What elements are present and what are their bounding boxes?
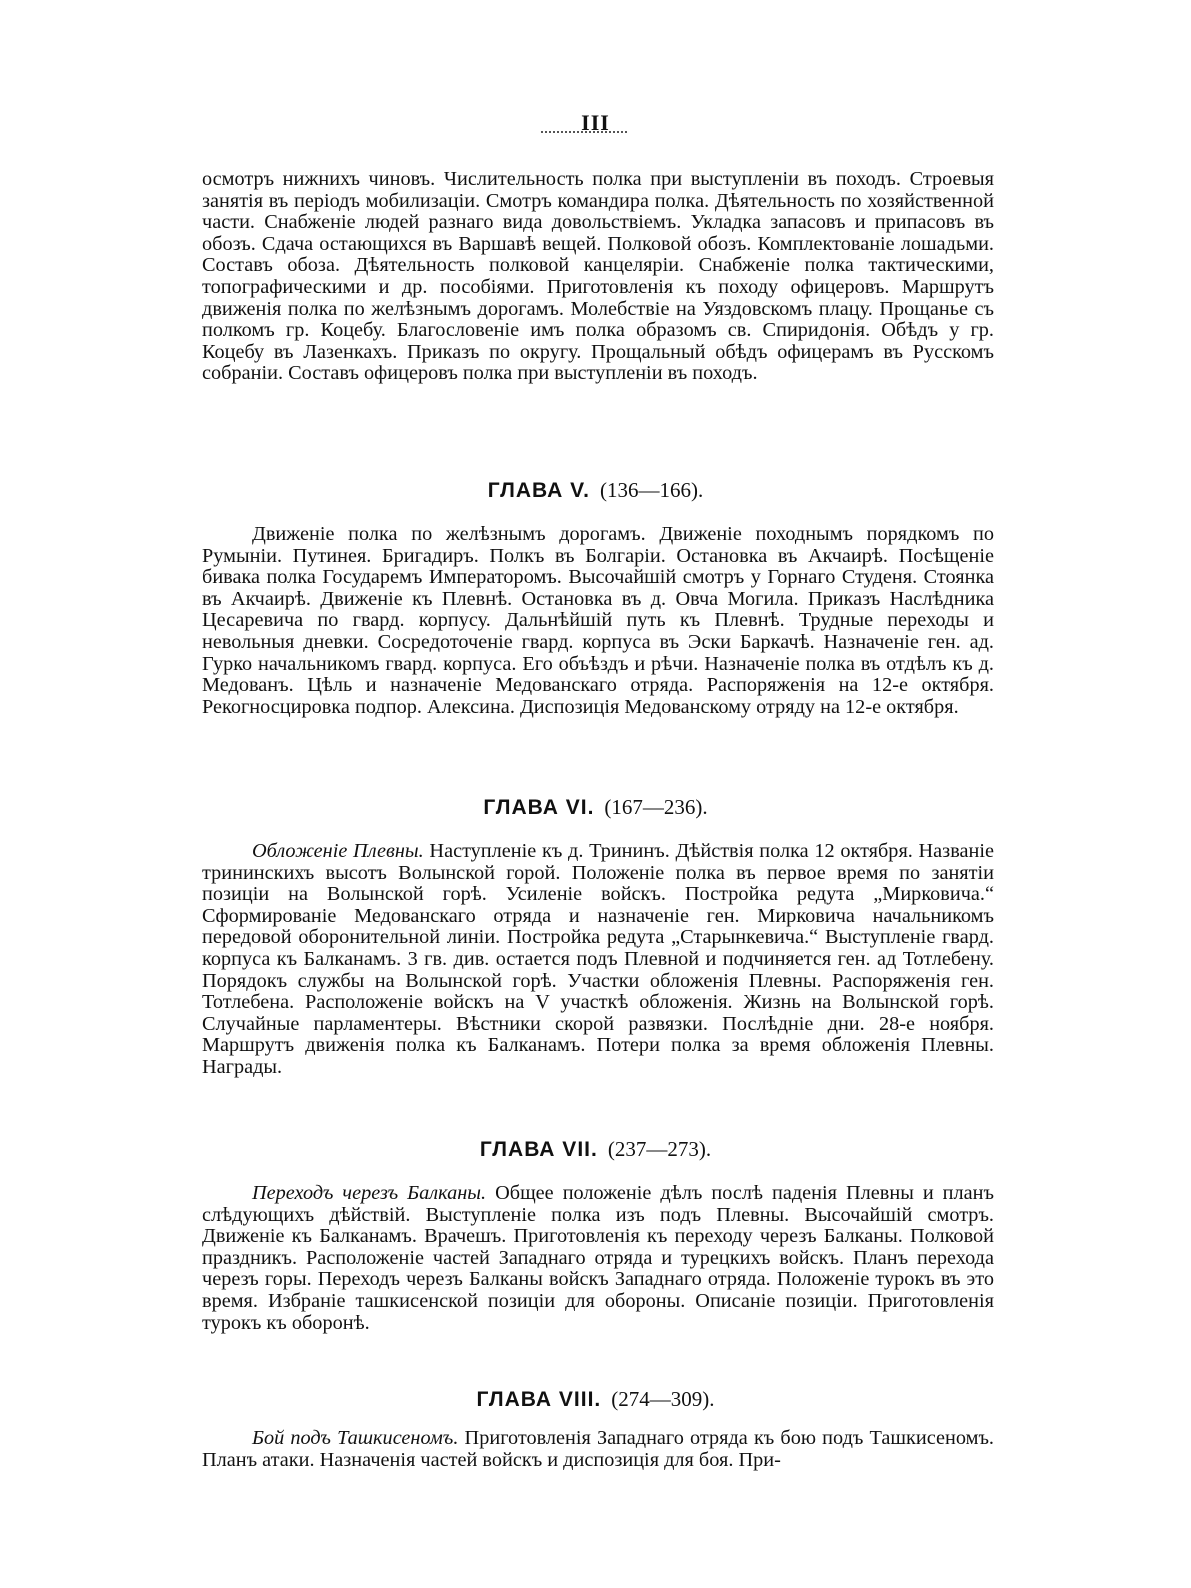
intro-paragraph-block bbox=[202, 169, 994, 385]
chapter-heading-viii bbox=[0, 1387, 1191, 1412]
chapter-italic-lead: Переходъ черезъ Балканы. bbox=[252, 1182, 487, 1204]
chapter-label: ГЛАВА VI. bbox=[483, 796, 595, 819]
intro-paragraph: осмотръ нижнихъ чиновъ. Числительность полка при выступленіи въ походъ. Строевыя занятія въ періодъ мобилизаціи. Смотръ командира полка. Дѣятельность по хозяйственной части. Снабженіе людей разнаго вида довольствіемъ. Укладка запасовъ и припасовъ въ обозъ. Сдача остающихся въ Варшавѣ вещей. Полковой обозъ. Комплектованіе лошадьми. Составъ обоза. Дѣятельность полковой канцеляріи. Снабженіе полка тактическими, топографическими и др. пособіями. Приготовленія къ походу офицеровъ. Маршрутъ движенія полка по желѣзнымъ дорогамъ. Молебствіе на Уяздовскомъ плацу. Прощанье съ полкомъ гр. Коцебу. Благословеніе имъ полка образомъ св. Спиридонія. Обѣдъ у гр. Коцебу въ Лазенкахъ. Приказъ по округу. Прощальный обѣдъ офицерамъ въ Русскомъ собраніи. Составъ офицеровъ полка при выступленіи въ походъ. bbox=[202, 168, 994, 385]
chapter-summary-paragraph bbox=[202, 1428, 994, 1471]
chapter-heading-vii bbox=[0, 1137, 1191, 1162]
chapter-page-range: (167—236). bbox=[604, 795, 708, 819]
chapter-label: ГЛАВА VIII. bbox=[476, 1388, 602, 1411]
chapter-summary-vi bbox=[202, 841, 994, 1079]
page-number-ornament bbox=[541, 131, 627, 135]
chapter-heading-v bbox=[0, 478, 1191, 503]
chapter-summary-text: Движеніе полка по желѣзнымъ дорогамъ. Движеніе походнымъ порядкомъ по Румыніи. Путинея. Бригадиръ. Полкъ въ Болгаріи. Остановка въ Акчаирѣ. Посѣщеніе бивака полка Государемъ Императоромъ. Высочайшій смотръ у Горнаго Студеня. Стоянка въ Акчаирѣ. Движеніе къ Плевнѣ. Остановка въ д. Овча Могила. Приказъ Наслѣдника Цесаревича по гвард. корпусу. Дальнѣйшій путь къ Плевнѣ. Трудные переходы и невольныя дневки. Сосредоточеніе гвард. корпуса въ Эски Баркачѣ. Назначеніе ген. ад. Гурко начальникомъ гвард. корпуса. Его объѣздъ и рѣчи. Назначеніе полка въ отдѣлъ къ д. Медованъ. Цѣль и назначеніе Медованскаго отряда. Распоряженія на 12-е октября. Рекогносцировка подпор. Алексина. Диспозиція Медованскому отряду на 12-е октября. bbox=[202, 523, 994, 718]
chapter-italic-lead: Обложеніе Плевны. bbox=[252, 840, 424, 862]
chapter-summary-v bbox=[202, 524, 994, 718]
chapter-summary-text: Общее положеніе дѣлъ послѣ паденія Плевны и планъ слѣдующихъ дѣйствій. Выступленіе полка изъ подъ Плевны. Высочайшій смотръ. Движеніе къ Балканамъ. Врачешъ. Приготовленія къ переходу черезъ Балканы. Полковой праздникъ. Расположеніе частей Западнаго отряда и турецкихъ войскъ. Планъ перехода черезъ горы. Переходъ черезъ Балканы войскъ Западнаго отряда. Положеніе турокъ въ это время. Избраніе ташкисенской позиціи для обороны. Описаніе позиціи. Приготовленія турокъ къ оборонѣ. bbox=[202, 1182, 994, 1334]
chapter-heading-vi bbox=[0, 795, 1191, 820]
page-number: III bbox=[581, 110, 610, 135]
chapter-summary-paragraph bbox=[202, 841, 994, 1079]
chapter-summary-paragraph bbox=[202, 1183, 994, 1334]
chapter-page-range: (237—273). bbox=[607, 1137, 712, 1161]
chapter-label: ГЛАВА VII. bbox=[479, 1138, 598, 1161]
chapter-italic-lead: Бой подъ Ташкисеномъ. bbox=[252, 1427, 459, 1449]
chapter-summary-text: Наступленіе къ д. Трининъ. Дѣйствія полка 12 октября. Названіе трининскихъ высотъ Волынской горой. Положеніе полка въ первое время по занятіи позиціи на Волынской горѣ. Усиленіе войскъ. Постройка редута „Мирковича.“ Сформированіе Медованскаго отряда и назначеніе ген. Мирковича начальникомъ передовой оборонительной линіи. Постройка редута „Старынкевича.“ Выступленіе гвард. корпуса къ Балканамъ. 3 гв. див. остается подъ Плевной и подчиняется ген. ад Тотлебену. Порядокъ службы на Волынской горѣ. Участки обложенія Плевны. Распоряженія ген. Тотлебена. Расположеніе войскъ на V участкѣ обложенія. Жизнь на Волынской горѣ. Случайные парламентеры. Вѣстники скорой развязки. Послѣдніе дни. 28-е ноября. Маршрутъ движенія полка къ Балканамъ. Потери полка за время обложенія Плевны. Награды. bbox=[202, 840, 994, 1078]
chapter-summary-vii bbox=[202, 1183, 994, 1334]
chapter-page-range: (136—166). bbox=[600, 478, 704, 502]
chapter-page-range: (274—309). bbox=[611, 1387, 715, 1411]
chapter-summary-viii bbox=[202, 1428, 994, 1471]
chapter-label: ГЛАВА V. bbox=[487, 479, 591, 502]
chapter-summary-text: Приготовленія Западнаго отряда къ бою подъ Ташкисеномъ. Планъ атаки. Назначенія частей войскъ и диспозиція для боя. При- bbox=[202, 1427, 995, 1471]
